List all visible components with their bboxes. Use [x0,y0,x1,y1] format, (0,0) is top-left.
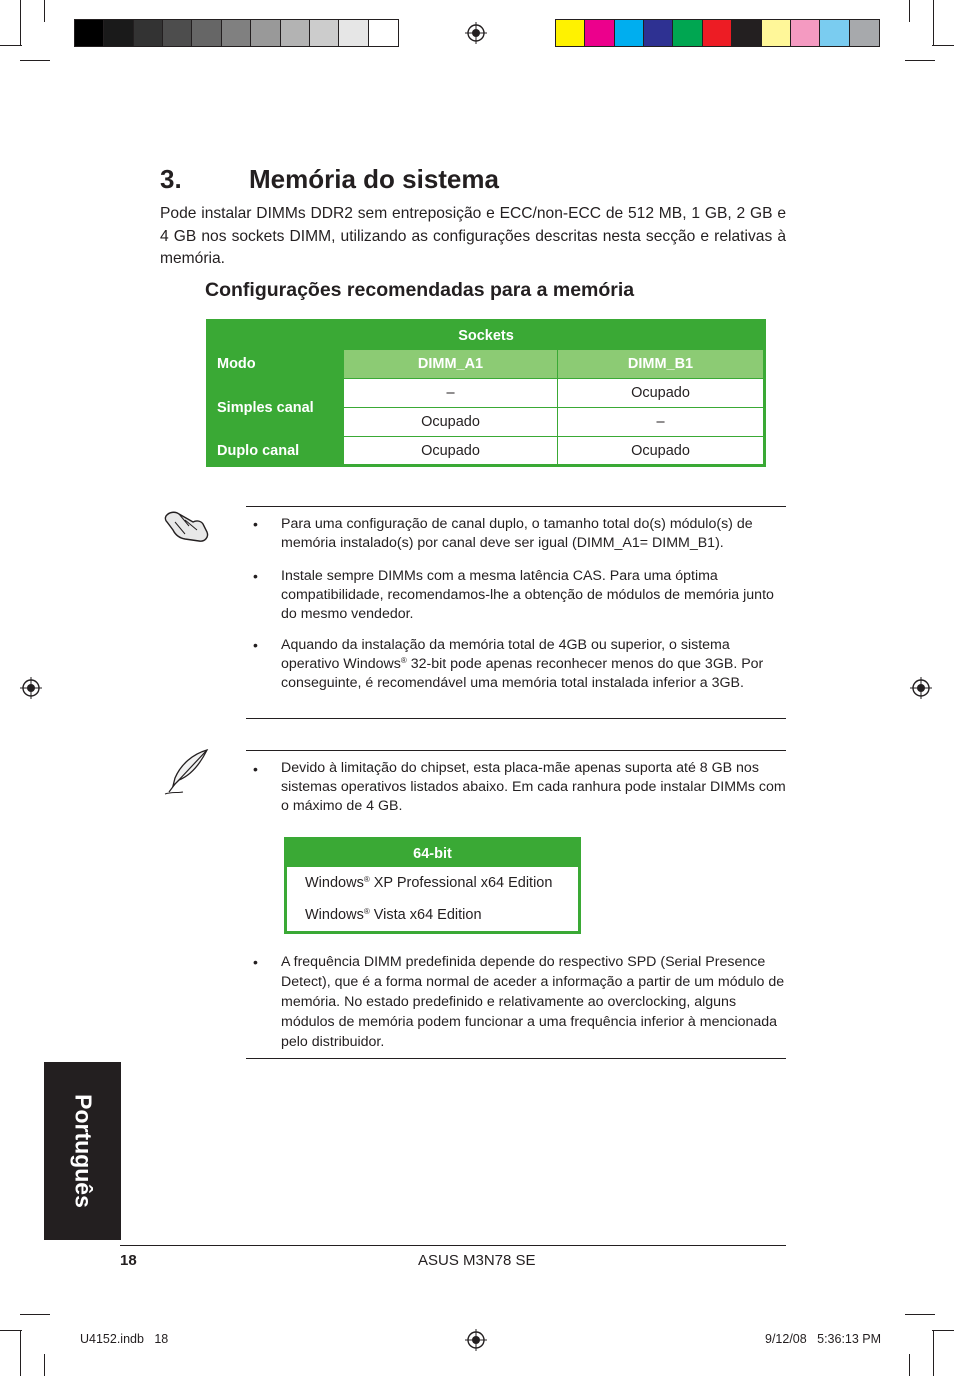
calibration-swatch [615,20,644,46]
calibration-swatch [673,20,702,46]
registered-mark: ® [400,656,407,666]
registration-target-icon [910,677,932,699]
table-cell: Ocupado [558,379,765,408]
registration-target-icon [465,22,487,44]
table-cell [286,867,580,899]
crop-mark [905,60,935,61]
product-name: ASUS M3N78 SE [418,1252,536,1269]
memory-configuration-table [206,319,766,467]
table-cell: – [344,379,558,408]
section-number: 3. [160,164,182,194]
calibration-swatch [75,20,104,46]
column-header-dimm-b1: DIMM_B1 [558,350,765,379]
note-item: Para uma configuração de canal duplo, o tamanho total do(s) módulo(s) de memória instalado(s) por canal deve ser igual (DIMM_A1= DIMM_B1). [281,516,753,552]
bullet: • [253,568,258,584]
crop-mark [44,0,45,22]
table-row [208,379,765,408]
crop-mark [20,1314,50,1315]
calibration-swatch [791,20,820,46]
calibration-swatch [585,20,614,46]
registration-target-icon [20,677,42,699]
note-item: Devido à limitação do chipset, esta placa-mãe apenas suporta até 8 GB nos sistemas operativos listados abaixo. Em cada ranhura pode instalar DIMMs com o máximo de 4 GB. [281,760,786,815]
os-name: Windows [305,875,364,891]
row-label-simples-canal: Simples canal [208,379,344,437]
registration-target-icon [465,1329,487,1351]
bullet: • [253,761,258,777]
calibration-swatch [850,20,879,46]
calibration-swatch [222,20,251,46]
registered-mark: ® [363,875,370,884]
subsection-title: Configurações recomendadas para a memória [205,279,635,301]
calibration-swatch [192,20,221,46]
table-cell: – [558,408,765,437]
bullet: • [253,516,258,532]
color-calibration-bar [555,19,880,47]
calibration-swatch [644,20,673,46]
calibration-swatch [104,20,133,46]
crop-mark [20,0,21,45]
slug-file: U4152.indb 18 [80,1332,169,1346]
crop-mark [932,1330,954,1331]
note-divider [246,750,786,751]
calibration-swatch [310,20,339,46]
column-header-dimm-a1: DIMM_A1 [344,350,558,379]
table-cell [286,899,580,933]
calibration-swatch [163,20,192,46]
crop-mark [909,0,910,22]
table-row [208,437,765,466]
crop-mark [20,1330,21,1376]
row-label-duplo-canal: Duplo canal [208,437,344,466]
table-cell: Ocupado [344,437,558,466]
calibration-swatch [820,20,849,46]
feather-pen-icon [163,748,211,796]
section-title: Memória do sistema [249,164,499,194]
table-header-sockets: Sockets [208,321,765,350]
grayscale-calibration-bar [74,19,399,47]
crop-mark [933,1330,934,1376]
bullet: • [253,954,258,970]
note-item: Instale sempre DIMMs com a mesma latência CAS. Para uma óptima compatibilidade, recomendamos-lhe a obtenção de módulos de memória junto do mesmo vendedor. [281,568,774,623]
calibration-swatch [556,20,585,46]
registered-mark: ® [363,907,370,916]
calibration-swatch [281,20,310,46]
language-side-tab [44,1062,121,1240]
calibration-swatch [251,20,280,46]
table-cell: Ocupado [558,437,765,466]
note-divider [246,506,786,507]
os-edition: Vista x64 Edition [369,907,482,923]
crop-mark [0,1330,22,1331]
note-item [281,636,786,694]
calibration-swatch [134,20,163,46]
crop-mark [933,0,934,45]
table-row [286,899,580,933]
bullet: • [253,637,258,653]
footer-divider [120,1245,786,1246]
calibration-swatch [703,20,732,46]
language-label: Português [70,1094,96,1208]
hand-pointer-icon [163,506,211,544]
crop-mark [932,45,954,46]
crop-mark [0,45,22,46]
table-row [286,867,580,899]
note-text: Aquando da instalação da memória total de 4GB ou superior, o sistema operativo Windows [281,637,730,673]
crop-mark [20,60,50,61]
crop-mark [909,1354,910,1376]
column-header-mode: Modo [208,350,344,379]
note-divider [246,1058,786,1059]
calibration-swatch [732,20,761,46]
note-item: A frequência DIMM predefinida depende do respectivo SPD (Serial Presence Detect), que é a forma normal de aceder a informação a partir de um módulo de memória. No estado predefinido e relativamente ao overclocking, alguns módulos de memória podem funcionar a uma frequência inferior à mencionada pelo distribuidor. [281,954,785,1050]
crop-mark [44,1354,45,1376]
table-cell: Ocupado [344,408,558,437]
calibration-swatch [762,20,791,46]
intro-paragraph: Pode instalar DIMMs DDR2 sem entreposição e ECC/non-ECC de 512 MB, 1 GB, 2 GB e 4 GB nos sockets DIMM, utilizando as configurações descritas nesta secção e relativas à memória. [160,205,786,267]
calibration-swatch [369,20,398,46]
table-header-64bit: 64-bit [286,839,580,868]
note-text: 32-bit pode apenas reconhecer menos do que 3GB. Por conseguinte, é recomendável uma memória total instalada inferior a 3GB. [281,656,764,692]
slug-datetime: 9/12/08 5:36:13 PM [765,1332,882,1346]
os-name: Windows [305,907,364,923]
crop-mark [905,1314,935,1315]
page-number: 18 [120,1252,137,1269]
calibration-swatch [339,20,368,46]
os-64bit-table [284,837,581,934]
os-edition: XP Professional x64 Edition [369,875,553,891]
note-divider [246,718,786,719]
